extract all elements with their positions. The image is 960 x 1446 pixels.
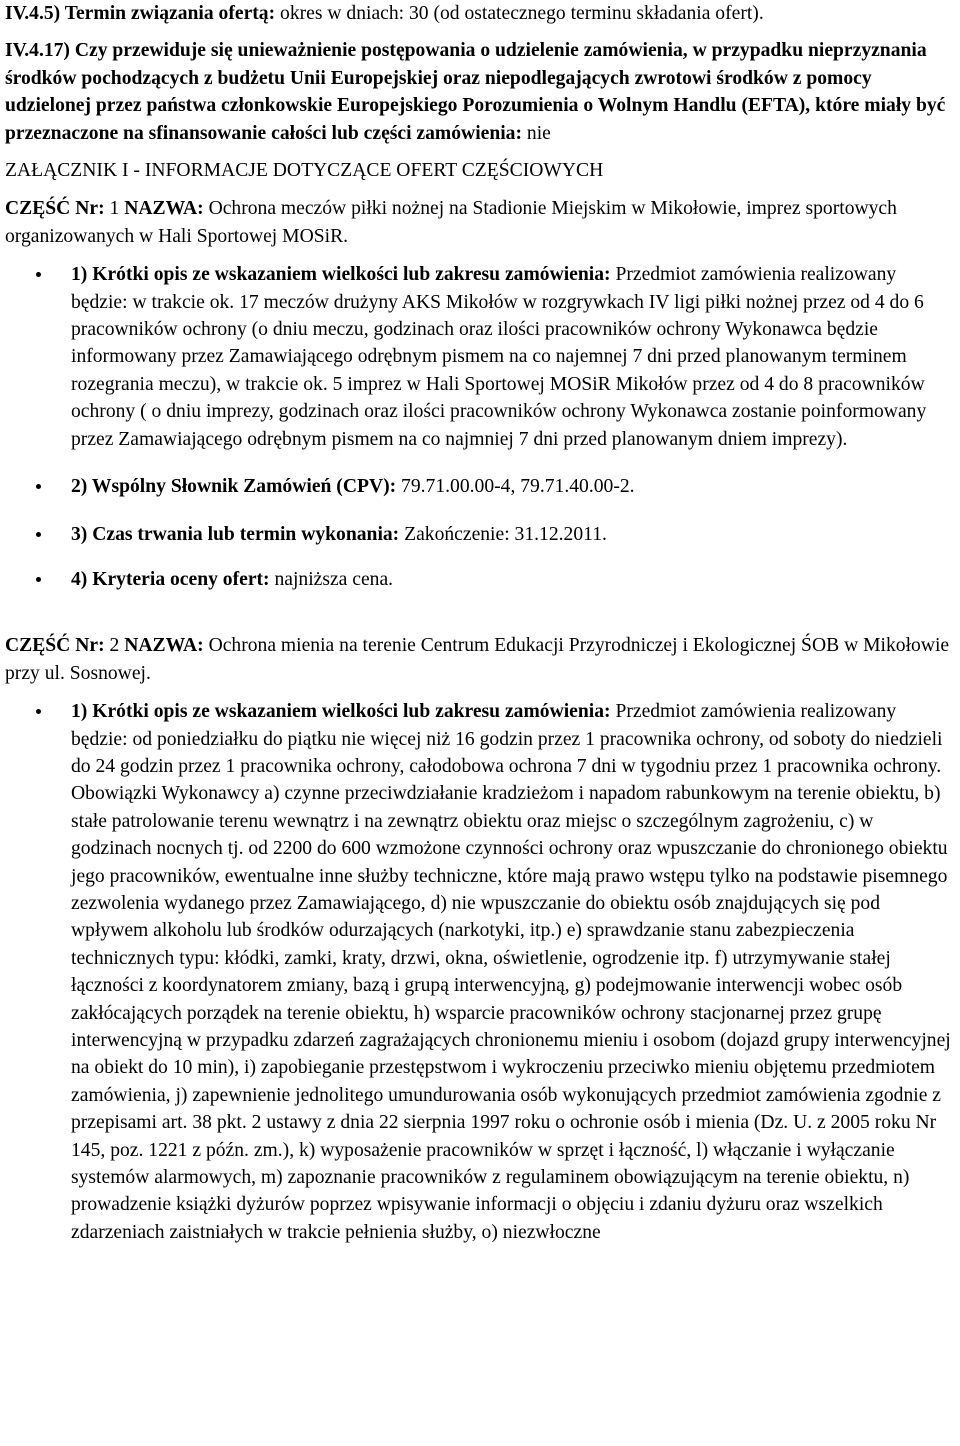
section-iv-4-17-value: nie [522,122,551,144]
part-1-number: 1 [104,198,125,220]
section-iv-4-5-value: okres w dniach: 30 (od ostatecznego terminu składania ofert). [275,3,764,24]
item-label: 4) Kryteria oceny ofert: [71,568,270,590]
item-value: Zakończenie: 31.12.2011. [399,523,607,545]
part-1-item-criteria [5,566,957,593]
part-1-item-description [5,261,957,453]
part-2-number: 2 [104,635,125,657]
item-value: Przedmiot zamówienia realizowany będzie: od poniedziałku do piątku nie więcej niż 16 godzin przez 1 pracownika ochrony, od soboty do niedzieli do 24 godzin przez 1 pracownika ochrony, całodobowa ochrona 7 dni w tygodniu przez 1 pracownika ochrony. Obowiązki Wykonawcy a) czynne przeciwdziałanie kradzieżom i napadom rabunkowym na terenie obiektu, b) stałe patrolowanie terenu wewnątrz i na zewnątrz obiektu oraz miejsc o szczególnym zagrożeniu, c) w godzinach nocnych tj. od 2200 do 600 wzmożone czynności ochrony oraz wpuszczanie do chronionego obiektu jego pracowników, ewentualne inne służby techniczne, które mają prawo wstępu tylko na podstawie pisemnego zezwolenia wydanego przez Zamawiającego, d) nie wpuszczanie do obiektu osób znajdujących się pod wpływem alkoholu lub środków odurzających (narkotyki, itp.) e) sprawdzanie stanu zabezpieczenia technicznych typu: kłódki, zamki, kraty, drzwi, okna, oświetlenie, ogrodzenie itp. f) utrzymywanie stałej łączności z koordynatorem zmiany, bazą i grupą interwencyjną, g) podejmowanie interwencji wobec osób zakłócających porządek na terenie obiektu, h) wsparcie pracowników ochrony stacjonarnej przez grupę interwencyjną w przypadku zdarzeń zagrażających chronionemu mieniu i osobom (dojazd grupy interwencyjnej na obiekt do 10 min), i) zapobieganie przestępstwom i wykroczeniu przeciwko mieniu objętemu przedmiotem zamówienia, j) zapewnienie jednolitego umundurowania osób wykonujących przedmiot zamówienia zgodnie z przepisami art. 38 pkt. 2 ustawy z dnia 22 sierpnia 1997 roku o ochronie osób i mienia (Dz. U. z 2005 roku Nr 145, poz. 1221 z późn. zm.), k) wyposażenie pracowników w sprzęt i łączność, l) włączanie i wyłączanie systemów alarmowych, m) zapoznanie pracowników z regulaminem obowiązującym na terenie obiektu, n) prowadzenie książki dyżurów poprzez wpisywanie informacji o objęciu i zdaniu dyżuru oraz wszelkich zdarzeniach zaistniałych w trakcie pełnienia służby, o) niezwłoczne [71,701,951,1243]
item-label: 1) Krótki opis ze wskazaniem wielkości lub zakresu zamówienia: [71,701,611,723]
part-1-details [5,261,957,593]
item-label: 1) Krótki opis ze wskazaniem wielkości lub zakresu zamówienia: [71,264,611,286]
part-2-name: Ochrona mienia na terenie Centrum Edukacji Przyrodniczej i Ekologicznej ŚOB w Mikołowie przy ul. Sosnowej. [5,635,950,684]
item-value: najniższa cena. [269,568,394,590]
bullet-icon [36,532,41,537]
bullet-icon [36,484,41,489]
part-1-nazwa-label: NAZWA: [124,198,204,220]
bullet-icon [36,272,41,277]
item-value: 79.71.00.00-4, 79.71.40.00-2. [396,476,635,498]
part-2-nazwa-label: NAZWA: [124,635,204,657]
bullet-icon [36,709,41,714]
part-2-heading [5,632,957,687]
part-1-name: Ochrona meczów piłki nożnej na Stadionie Miejskim w Mikołowie, imprez sportowych organizowanych w Hali Sportowej MOSiR. [5,198,897,247]
part-1-item-duration [5,521,957,548]
item-value: Przedmiot zamówienia realizowany będzie: w trakcie ok. 17 meczów drużyny AKS Mikołów w rozgrywkach IV ligi piłki nożnej przez od 4 do 6 pracowników ochrony (o dniu meczu, godzinach oraz ilości pracowników ochrony Wykonawca będzie informowany przez Zamawiającego odrębnym pismem na co najemnej 7 dni przed planowanym terminem rozegrania meczu), w trakcie ok. 5 imprez w Hali Sportowej MOSiR Mikołów przez od 4 do 8 pracowników ochrony ( o dniu imprezy, godzinach oraz ilości pracowników ochrony Wykonawca zostanie poinformowany przez Zamawiającego odrębnym pismem na co najmniej 7 dni przed planowanym dniem imprezy). [71,264,927,450]
section-iv-4-5-label: IV.4.5) Termin związania ofertą: [5,3,276,24]
section-iv-4-17 [5,37,957,147]
part-1-czesc-label: CZĘŚĆ Nr: [5,198,105,220]
bullet-icon [36,577,41,582]
part-2-item-description [5,698,957,1246]
document-page [5,0,957,1246]
attachment-heading: ZAŁĄCZNIK I - INFORMACJE DOTYCZĄCE OFERT CZĘŚCIOWYCH [5,160,604,182]
part-2-czesc-label: CZĘŚĆ Nr: [5,635,105,657]
section-iv-4-5 [5,0,957,27]
item-label: 2) Wspólny Słownik Zamówień (CPV): [71,476,397,498]
item-label: 3) Czas trwania lub termin wykonania: [71,523,400,545]
part-2-details [5,698,957,1246]
part-1-item-cpv [5,473,957,500]
part-1-heading [5,195,957,250]
section-iv-4-17-label: IV.4.17) Czy przewiduje się unieważnienie postępowania o udzielenie zamówienia, w przypadku nieprzyznania środków pochodzących z budżetu Unii Europejskiej oraz niepodlegających zwrotowi środków z pomocy udzielonej przez państwa członkowskie Europejskiego Porozumienia o Wolnym Handlu (EFTA), które miały być przeznaczone na sfinansowanie całości lub części zamówienia: [5,40,946,144]
